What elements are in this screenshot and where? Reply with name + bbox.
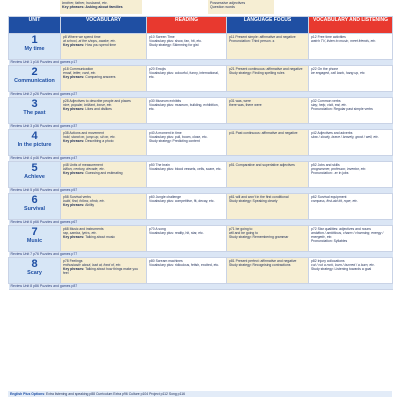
vocab-listening-cell [309, 226, 393, 252]
listening-note: Pronunciation: Syllables [311, 239, 348, 244]
language-focus-cell [227, 34, 309, 60]
vocabulary-topic: p28 Adjectives to describe people and places [63, 99, 131, 103]
reading-topic: p50 The brain [149, 163, 170, 167]
unit-row [9, 130, 393, 156]
language-topic: p41 Past continuous: affirmative and negative [229, 131, 298, 135]
listening-examples: ambition / ambitious, charm / charming, energy / energetic, etc. [311, 231, 384, 240]
language-focus-cell [227, 226, 309, 252]
reading-topic: p40 A moment in time [149, 131, 182, 135]
listening-examples: cut / cut a rock, burn / burned / a burn, etc. [311, 263, 375, 268]
key-phrases-text: Likes and dislikes [85, 107, 112, 112]
review-text: Review Unit 2 p26 Puzzles and games p27 [9, 92, 393, 98]
unit-row [9, 226, 393, 252]
listening-note: Pronunciation: Regular past simple verbs [311, 107, 373, 112]
header-language-focus: LANGUAGE FOCUS [227, 17, 309, 34]
listening-examples: be engaged, call back, hang up, etc. [311, 71, 366, 76]
unit-number: 4 [31, 130, 38, 142]
language-topic: p31 was, were [229, 99, 251, 103]
language-focus-cell [227, 98, 309, 124]
unit-cell [9, 34, 61, 60]
unit-cell [9, 98, 61, 124]
header-vocabulary: VOCABULARY [61, 17, 147, 34]
unit-cell [9, 226, 61, 252]
vocabulary-cell [61, 98, 147, 124]
reading-vocab-plus: Vocabulary plus: ridiculous, fetish, excited, etc. [149, 263, 220, 268]
listening-topic: p52 Jobs and skills [311, 163, 340, 167]
reading-vocab-plus: Vocabulary plus: pull, boom, close, etc. [149, 135, 208, 140]
footer-label: English Plus Options [10, 392, 45, 396]
vocabulary-examples: hold, stand on, jump up, sit on, etc. [63, 135, 116, 140]
key-phrases-label: Key phrases: [63, 171, 85, 176]
vocabulary-examples: enthusiastic about, bad at, fond of, etc. [63, 263, 122, 268]
unit-cell [9, 130, 61, 156]
unit-number: 1 [31, 34, 38, 46]
vocabulary-topic: p38 Actions and movement [63, 131, 104, 135]
key-phrases-text: Describing a photo [85, 139, 114, 144]
unit-cell [9, 194, 61, 220]
reading-topic: p60 Jungle challenge [149, 195, 182, 199]
reading-cell [147, 130, 227, 156]
vocabulary-examples: rap, samba, lyrics, etc. [63, 231, 97, 236]
language-note: there was, there were [229, 103, 262, 108]
key-phrases-label: Key phrases: [63, 107, 85, 112]
reading-cell [147, 162, 227, 188]
listening-topic: p12 Free time activities [311, 35, 346, 39]
unit-name: Music [26, 238, 43, 244]
unit-name: Communication [14, 78, 55, 84]
strip-language: Possessive adjectives Question words [208, 0, 274, 14]
language-topic: p51 Comparative and superlative adjectives [229, 163, 295, 167]
vocab-listening-cell [309, 98, 393, 124]
vocabulary-topic: p8 Where we spend time [63, 35, 101, 39]
unit-row [9, 258, 393, 284]
header-unit: UNIT [9, 17, 61, 34]
key-phrases-text: Ability [85, 203, 95, 208]
vocab-listening-cell [309, 34, 393, 60]
reading-topic: p10 Screen Time [149, 35, 175, 39]
vocabulary-examples: email, letter, card, etc. [63, 71, 97, 76]
language-topic: p11 Present simple: affirmative and negative [229, 35, 296, 39]
unit-name: In the picture [17, 142, 52, 148]
language-topic: p71 be going to [229, 227, 253, 231]
reading-cell [147, 258, 227, 284]
reading-topic: p70 A song [149, 227, 166, 231]
key-phrases-text: Comparing answers [85, 75, 116, 80]
unit-cell [9, 162, 61, 188]
listening-note: Study strategy: Listening towards a goal [311, 267, 372, 272]
reading-topic: p20 Emojis [149, 67, 166, 71]
key-phrases-text: Talking about how things make you feel [63, 267, 138, 276]
reading-vocab-plus: Vocabulary plus: reality, hit, star, etc. [149, 231, 204, 236]
key-phrases-label: Key phrases: [63, 75, 85, 80]
key-phrases-label: Key phrases: [63, 43, 85, 48]
language-focus-cell [227, 130, 309, 156]
unit-name: Achieve [24, 174, 45, 180]
language-topic: p21 Present continuous: affirmative and negative [229, 67, 303, 71]
review-text: Review Unit 5 p56 Puzzles and games p57 [9, 188, 393, 194]
vocabulary-examples: at school, at the shops, awake, etc. [63, 39, 116, 44]
footer-text: Extra listening and speaking p88 Curriculum Extra p96 Culture p104 Project p112 Song p116 [46, 392, 185, 396]
reading-strategy: Study strategy: Predicting content [149, 139, 200, 144]
unit-row [9, 194, 393, 220]
vocabulary-topic: p78 Feelings [63, 259, 83, 263]
review-text: Review Unit 4 p46 Puzzles and games p47 [9, 156, 393, 162]
reading-vocab-plus: Vocabulary plus: colourful, funny, international, etc. [149, 71, 219, 80]
vocabulary-cell [61, 226, 147, 252]
unit-name: My time [24, 46, 45, 52]
vocabulary-examples: billion, century, decade, etc. [63, 167, 105, 172]
unit-name: Survival [24, 206, 45, 212]
listening-topic: p82 Injury collocations [311, 259, 345, 263]
unit-row [9, 98, 393, 124]
key-phrases-label: Key phrases: [63, 203, 85, 208]
vocabulary-cell [61, 258, 147, 284]
key-phrases-text: Talking about music [85, 235, 115, 240]
language-note: Pronunciation: Third person -s [229, 39, 275, 44]
unit-name: The past [23, 110, 46, 116]
listening-topic: p42 Adjectives and adverbs [311, 131, 353, 135]
reading-cell [147, 34, 227, 60]
language-topic: p81 Present perfect: affirmative and negative [229, 259, 297, 263]
listening-examples: watch TV, listen to music, meet friends, etc. [311, 39, 377, 44]
vocabulary-cell [61, 34, 147, 60]
language-strategy: Study strategy: Remembering grammar [229, 235, 289, 240]
reading-topic: p80 Scream machines [149, 259, 183, 263]
listening-examples: stay, help, visit, eat, etc. [311, 103, 347, 108]
unit-name: Scary [27, 270, 42, 276]
vocabulary-examples: nice, popular, brilliant, loose, etc. [63, 103, 113, 108]
review-text: Review Unit 7 p76 Puzzles and games p77 [9, 252, 393, 258]
reading-cell [147, 226, 227, 252]
header-vocabulary-listening: VOCABULARY AND LISTENING [309, 17, 393, 34]
strip-vocabulary: brother, father, husband, etc. Key phrases: Asking about families [60, 0, 142, 14]
unit-number: 8 [31, 258, 38, 270]
language-note: Study strategy: Finding spelling rules [229, 71, 285, 76]
review-text: Review Unit 3 p36 Puzzles and games p37 [9, 124, 393, 130]
previous-unit-strip [0, 0, 400, 14]
unit-row [9, 66, 393, 92]
key-phrases-text: Guessing and estimating [85, 171, 123, 176]
listening-topic: p32 Common verbs [311, 99, 341, 103]
review-text: Review Unit 1 p16 Puzzles and games p17 [9, 60, 393, 66]
unit-number: 7 [31, 226, 38, 238]
reading-cell [147, 98, 227, 124]
listening-topic: p62 Survival equipment [311, 195, 347, 199]
reading-topic: p30 Museum exhibits [149, 99, 182, 103]
unit-cell [9, 258, 61, 284]
unit-number: 5 [31, 162, 38, 174]
footer-options: English Plus Options: Extra listening and speaking p88 Curriculum Extra p96 Culture p104 Project p112 Song p116 [8, 391, 392, 397]
listening-examples: slow / slowly, brave / bravely, good / well, etc. [311, 135, 379, 140]
language-focus-cell [227, 162, 309, 188]
vocab-listening-cell [309, 194, 393, 220]
key-phrases-text: How you spend time [85, 43, 116, 48]
reading-strategy: Study strategy: Skimming for gist [149, 43, 199, 48]
syllabus-table [8, 16, 393, 290]
language-note: Study strategy: Speaking clearly [229, 199, 278, 204]
vocabulary-cell [61, 66, 147, 92]
reading-vocab-plus: Vocabulary plus: show, fan, hit, etc. [149, 39, 202, 44]
vocabulary-cell [61, 130, 147, 156]
vocab-listening-cell [309, 66, 393, 92]
listening-note: Pronunciation: -er in jobs [311, 171, 349, 176]
vocabulary-cell [61, 194, 147, 220]
review-text: Review Unit 6 p66 Puzzles and games p67 [9, 220, 393, 226]
vocab-listening-cell [309, 162, 393, 188]
header-reading: READING [147, 17, 227, 34]
review-row [9, 284, 393, 290]
language-note: Study strategy: Recognising contractions [229, 263, 291, 268]
key-phrases-label: Key phrases: [63, 267, 85, 272]
listening-examples: compass, first-aid kit, rope, etc. [311, 199, 358, 204]
unit-number: 6 [31, 194, 38, 206]
unit-number: 2 [31, 66, 38, 78]
key-phrases-label: Key phrases: [63, 139, 85, 144]
vocabulary-examples: build, find, follow, climb, etc. [63, 199, 106, 204]
language-focus-cell [227, 258, 309, 284]
vocab-listening-cell [309, 130, 393, 156]
review-text: Review Unit 8 p86 Puzzles and games p87 [9, 284, 393, 290]
vocabulary-topic: p58 Survival verbs [63, 195, 91, 199]
vocabulary-topic: p68 Music and instruments [63, 227, 104, 231]
listening-topic: p22 On the phone [311, 67, 339, 71]
language-focus-cell [227, 194, 309, 220]
vocabulary-topic: p18 Communication [63, 67, 94, 71]
reading-vocab-plus: Vocabulary plus: museum, building, exhibition, etc. [149, 103, 219, 112]
unit-number: 3 [31, 98, 38, 110]
language-topic: p61 will and won't in the first conditional [229, 195, 289, 199]
language-focus-cell [227, 66, 309, 92]
listening-examples: programmer, professor, inventor, etc. [311, 167, 367, 172]
reading-cell [147, 194, 227, 220]
listening-topic: p72 Star qualities: adjectives and nouns [311, 227, 371, 231]
reading-cell [147, 66, 227, 92]
unit-row [9, 162, 393, 188]
reading-vocab-plus: Vocabulary plus: blood vessels, cells, scare, etc. [149, 167, 222, 172]
unit-cell [9, 66, 61, 92]
reading-vocab-plus: Vocabulary plus: competitive, fit, decay, etc. [149, 199, 215, 204]
language-note: will and be going to [229, 231, 259, 236]
vocabulary-topic: p48 Units of measurement [63, 163, 103, 167]
unit-row [9, 34, 393, 60]
vocab-listening-cell [309, 258, 393, 284]
table-header-row [9, 17, 393, 34]
vocabulary-cell [61, 162, 147, 188]
key-phrases-label: Key phrases: [63, 235, 85, 240]
